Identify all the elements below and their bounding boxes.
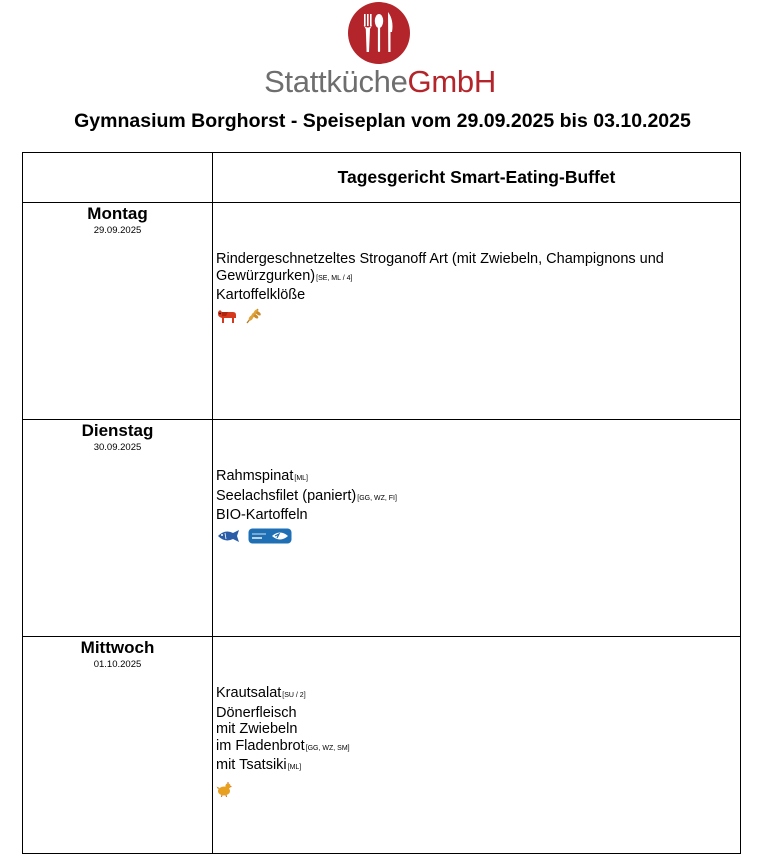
allergen-codes: [ML] [287,764,302,771]
document-title: Gymnasium Borghorst - Speiseplan vom 29.09.2025 bis 03.10.2025 [74,110,691,132]
day-date: 29.09.2025 [93,225,142,236]
dish-line [216,738,732,758]
day-cell [23,203,213,420]
beef-icon [216,308,238,324]
dish-line [216,287,732,304]
fish-icon [216,528,242,544]
allergen-codes: [SU / 2] [282,692,306,699]
allergen-codes: [GG, WZ, FI] [357,494,397,502]
dish-icons [216,307,732,325]
header-meal-title: Tagesgericht Smart-Eating-Buffet [213,153,741,203]
dish-cell [213,420,741,637]
menu-table [22,152,741,854]
dish-line [216,685,732,705]
company-logo [255,2,505,98]
grain-icon [244,307,262,325]
dish-text: mit Tsatsiki [216,757,287,773]
day-name: Dienstag [81,421,154,440]
dish-line [216,468,732,488]
table-header-row [23,153,741,203]
fork-spoon-knife-icon [348,2,410,64]
brand-name-part1: Stattküche [264,64,408,99]
table-row [23,637,741,854]
dish-text: im Fladenbrot [216,737,305,754]
msc-label-icon [248,528,292,544]
dish-text: Rindergeschnetzeltes Stroganoff Art (mit Zwiebeln, Champignons und Gewürzgurken) [216,251,664,284]
day-date: 30.09.2025 [93,442,142,453]
dish-line [216,507,732,524]
allergen-codes: [SE, ML / 4] [316,274,353,282]
day-name: Montag [87,204,148,223]
day-date: 01.10.2025 [93,659,142,670]
dish-cell [213,203,741,420]
table-row [23,203,741,420]
chicken-icon [216,781,232,797]
dish-line [216,721,732,738]
dish-text: mit Zwiebeln [216,721,298,737]
day-cell [23,637,213,854]
brand-name-part2: GmbH [407,64,496,99]
allergen-codes: [GG, WZ, SM] [305,744,350,752]
dish-icons [216,780,732,798]
dish-text: Rahmspinat [216,468,294,484]
table-row [23,420,741,637]
dish-text: Seelachsfilet (paniert) [216,487,357,504]
dish-text: Kartoffelklöße [216,287,306,303]
day-cell [23,420,213,637]
dish-cell [213,637,741,854]
header-day-cell [23,153,213,203]
dish-icons [216,527,732,545]
dish-line [216,705,732,722]
brand-name [255,65,505,99]
day-name: Mittwoch [80,638,155,657]
allergen-codes: [ML] [294,475,308,482]
dish-text: Dönerfleisch [216,704,297,721]
dish-text: BIO-Kartoffeln [216,507,308,523]
dish-line [216,488,732,508]
dish-line [216,251,732,287]
dish-text: Krautsalat [216,685,282,701]
